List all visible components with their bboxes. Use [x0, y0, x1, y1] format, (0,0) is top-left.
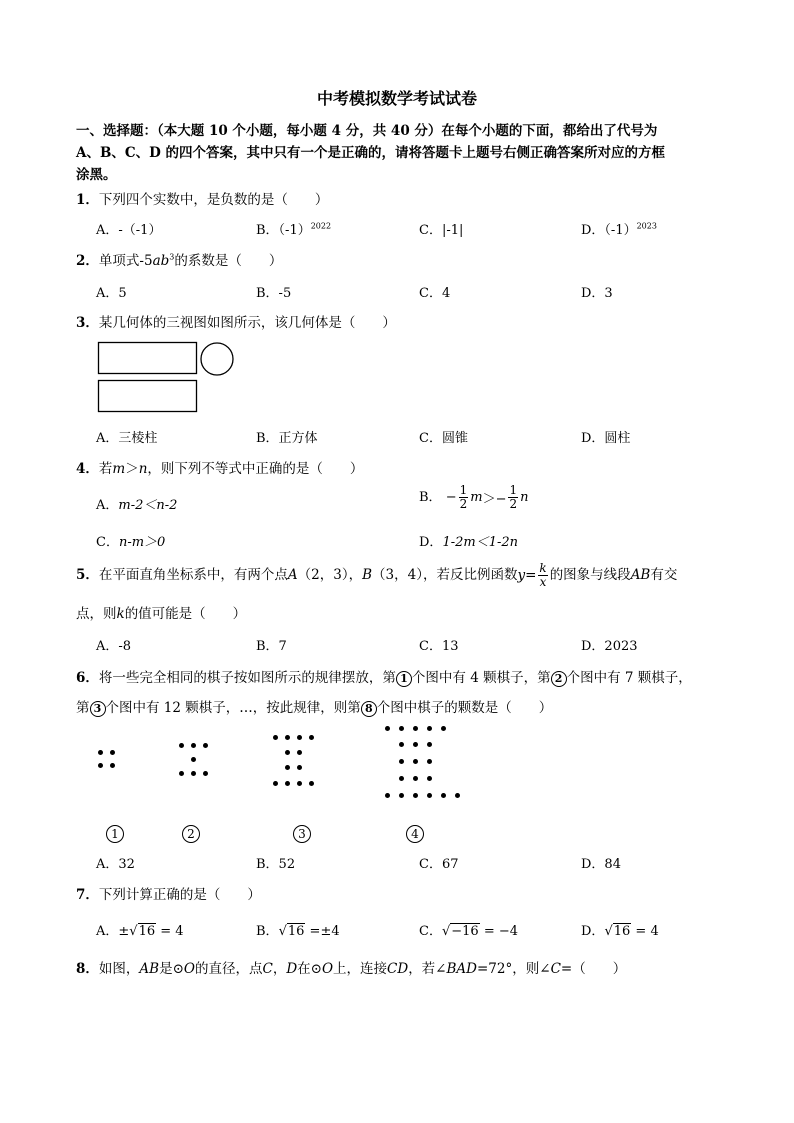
q3-option-b[interactable]: B．正方体 — [256, 431, 318, 446]
chess-piece — [285, 781, 290, 786]
chess-piece — [427, 726, 432, 731]
question-1 — [76, 188, 328, 208]
question-number: 4． — [76, 461, 99, 477]
chess-piece — [191, 743, 196, 748]
question-text: 个图中有 7 颗棋子， — [566, 670, 692, 686]
chess-piece — [191, 757, 196, 762]
point: C — [262, 961, 273, 977]
question-number: 2． — [76, 253, 99, 269]
chess-piece — [98, 750, 103, 755]
question-4 — [76, 457, 363, 477]
sqrt-expr: √16 — [278, 924, 305, 939]
question-number: 8． — [76, 961, 99, 977]
segment: CD — [387, 961, 409, 977]
chess-piece — [110, 750, 115, 755]
q6-option-a[interactable]: A．32 — [96, 857, 135, 872]
option-label: B． — [256, 924, 279, 939]
chess-piece — [399, 759, 404, 764]
figure-label-1: 1 — [106, 825, 124, 843]
question-text: ， — [272, 961, 287, 977]
chess-piece — [399, 776, 404, 781]
chess-piece — [285, 735, 290, 740]
exponent: 3 — [169, 252, 175, 262]
question-text: 点，则 — [76, 606, 117, 622]
sqrt-expr: √−16 — [441, 924, 479, 939]
exponent: 2023 — [636, 221, 657, 231]
option-rhs: =±4 — [309, 924, 340, 939]
q6-option-d[interactable]: D．84 — [581, 857, 621, 872]
fraction — [508, 484, 518, 511]
question-text: 在平面直角坐标系中，有两个点 — [98, 567, 288, 583]
chess-piece — [427, 759, 432, 764]
chess-piece — [273, 735, 278, 740]
variable: ab — [152, 253, 170, 269]
q2-option-c[interactable]: C．4 — [419, 286, 451, 301]
question-text: 在⊙ — [297, 961, 322, 977]
front-view-rect — [99, 343, 197, 374]
sqrt-expr: √16 — [604, 924, 631, 939]
question-text: 的直径，点 — [194, 961, 263, 977]
option-rhs: = 4 — [635, 924, 659, 939]
angle: C — [550, 961, 561, 977]
question-text: 有交 — [650, 567, 678, 583]
q2-option-a[interactable]: A．5 — [96, 286, 127, 301]
question-text: 个图中棋子的颗数是（ ） — [376, 700, 553, 716]
chess-piece — [309, 735, 314, 740]
question-text: 某几何体的三视图如图所示，该几何体是（ ） — [98, 315, 396, 331]
chess-piece — [427, 793, 432, 798]
chess-piece — [191, 771, 196, 776]
question-text: =72°，则∠ — [477, 961, 551, 977]
denominator: 2 — [509, 497, 518, 511]
three-view-figure — [96, 340, 238, 416]
question-number: 1． — [76, 192, 99, 208]
circled-number: 3 — [90, 701, 106, 717]
circled-number: 8 — [361, 701, 377, 717]
radicand: 16 — [287, 924, 305, 939]
chess-piece — [297, 735, 302, 740]
chess-piece — [285, 765, 290, 770]
question-text: =（ ） — [560, 961, 627, 977]
q4-option-d[interactable] — [419, 531, 518, 550]
option-rhs: = 4 — [160, 924, 184, 939]
point-b: B — [362, 567, 373, 583]
side-view-circle — [201, 343, 233, 375]
question-text: 个图中有 4 颗棋子，第 — [411, 670, 551, 686]
option-label: A．± — [96, 924, 130, 939]
chess-piece — [297, 781, 302, 786]
chess-piece — [297, 765, 302, 770]
question-number: 7． — [76, 887, 99, 903]
q7-option-a[interactable] — [96, 920, 184, 939]
q4-option-b[interactable]: B． − $\frac{1}{2}$ m＞− $\frac{1}{2}$ n — [419, 483, 529, 511]
section-heading-line2: A、B、C、D 的四个答案，其中只有一个是正确的，请将答题卡上题号右侧正确答案所对应的方框 — [76, 145, 666, 161]
chess-piece — [413, 776, 418, 781]
option-label: A． — [96, 498, 119, 513]
option-label: D． — [581, 924, 605, 939]
question-text: 是⊙ — [159, 961, 184, 977]
chess-piece — [441, 793, 446, 798]
q1-option-d[interactable] — [581, 219, 657, 238]
chess-piece — [399, 726, 404, 731]
question-text: 若 — [98, 461, 113, 477]
q6-option-c[interactable]: C．67 — [419, 857, 459, 872]
question-text: 下列四个实数中，是负数的是（ ） — [98, 192, 329, 208]
question-text: 如图， — [98, 961, 140, 977]
circled-number: 2 — [551, 671, 567, 687]
q2-option-b[interactable]: B．-5 — [256, 286, 292, 301]
chess-piece — [413, 742, 418, 747]
q5-option-b[interactable]: B．7 — [256, 639, 287, 654]
question-text: ，若∠ — [408, 961, 447, 977]
fraction — [459, 484, 469, 511]
chess-piece — [413, 759, 418, 764]
exponent: 2022 — [310, 221, 332, 231]
variable: k — [116, 606, 125, 622]
chess-piece — [179, 743, 184, 748]
angle: BAD — [446, 961, 477, 977]
point: O — [321, 961, 334, 977]
question-number: 3． — [76, 315, 99, 331]
radicand: −16 — [451, 924, 479, 939]
chess-piece — [273, 781, 278, 786]
section-heading-line1: 一、选择题：（本大题 10 个小题，每小题 4 分，共 40 分）在每个小题的下面，都给出了代号为 — [76, 123, 658, 139]
variable: n — [138, 461, 148, 477]
option-label: D． — [419, 535, 443, 550]
question-5-line1 — [76, 562, 677, 589]
page-title: 中考模拟数学考试试卷 — [316, 89, 477, 108]
q7-option-b[interactable] — [256, 920, 340, 939]
q5-option-d[interactable]: D．2023 — [581, 639, 638, 654]
option-label: C． — [419, 924, 442, 939]
chess-piece — [203, 743, 208, 748]
denominator: x — [539, 575, 547, 589]
chess-piece — [413, 726, 418, 731]
fraction — [538, 562, 547, 589]
segment: AB — [139, 961, 160, 977]
q1-option-a[interactable]: A．-（-1） — [96, 223, 162, 238]
question-5-line2 — [76, 602, 246, 622]
figure-label-2: 2 — [182, 825, 200, 843]
chess-piece — [427, 742, 432, 747]
question-text: ，则下列不等式中正确的是（ ） — [147, 461, 364, 477]
question-2 — [76, 249, 282, 269]
option-rhs: = −4 — [483, 924, 519, 939]
variable: y — [517, 567, 526, 584]
question-7 — [76, 883, 261, 903]
question-text: 的图象与线段 — [549, 567, 631, 583]
numerator: k — [539, 561, 547, 575]
point-a: A — [287, 567, 298, 583]
q1-option-c[interactable]: C．|-1| — [419, 223, 464, 238]
question-number: 5． — [76, 567, 99, 583]
chess-piece — [455, 793, 460, 798]
question-number: 6． — [76, 670, 99, 686]
question-8 — [76, 957, 626, 977]
chess-piece — [110, 763, 115, 768]
question-3 — [76, 311, 396, 331]
option-expr: 1-2m＜1-2n — [442, 535, 519, 550]
chess-pattern-figure — [90, 722, 470, 852]
option-label: B． — [419, 490, 442, 505]
question-text: 下列计算正确的是（ ） — [98, 887, 261, 903]
question-text: （3，4），若反比例函数 — [372, 567, 518, 583]
question-text: 单项式-5 — [98, 253, 153, 269]
variable: m — [112, 461, 126, 477]
question-text: 第 — [76, 700, 90, 716]
q2-option-d[interactable]: D．3 — [581, 286, 613, 301]
sqrt-expr: √16 — [129, 924, 156, 939]
symbol: = — [525, 567, 537, 584]
q7-option-d[interactable] — [581, 920, 659, 939]
q5-option-a[interactable]: A．-8 — [96, 639, 132, 654]
section-heading-line3: 涂黑。 — [76, 167, 117, 183]
question-text: 的系数是（ ） — [174, 253, 283, 269]
option-label: C． — [96, 535, 119, 550]
chess-piece — [441, 726, 446, 731]
figure-label-3: 3 — [293, 825, 311, 843]
chess-piece — [297, 750, 302, 755]
option-expr: m-2＜n-2 — [118, 498, 178, 513]
question-6-line2 — [76, 696, 552, 717]
top-view-rect — [99, 381, 197, 412]
option-text: D．（-1） — [581, 223, 637, 238]
q1-option-b[interactable] — [256, 219, 331, 238]
chess-piece — [98, 763, 103, 768]
chess-piece — [413, 793, 418, 798]
chess-piece — [427, 776, 432, 781]
q6-option-b[interactable]: B．52 — [256, 857, 296, 872]
option-expr: n-m＞0 — [118, 535, 166, 550]
question-text: 上，连接 — [333, 961, 388, 977]
q4-option-c[interactable] — [96, 531, 165, 550]
question-text: 的值可能是（ ） — [124, 606, 247, 622]
chess-piece — [385, 793, 390, 798]
chess-piece — [399, 742, 404, 747]
symbol: ＞ — [125, 461, 139, 477]
option-text: B．（-1） — [256, 223, 311, 238]
q3-option-c[interactable]: C．圆锥 — [419, 431, 468, 446]
chess-piece — [399, 793, 404, 798]
point: O — [183, 961, 195, 977]
chess-piece — [285, 750, 290, 755]
chess-piece — [385, 726, 390, 731]
denominator: 2 — [459, 497, 468, 511]
question-6-line1 — [76, 666, 692, 687]
point: D — [286, 961, 298, 977]
q4-option-a[interactable] — [96, 494, 177, 513]
circled-number: 1 — [396, 671, 412, 687]
chess-piece — [203, 771, 208, 776]
figure-label-4: 4 — [406, 825, 424, 843]
question-text: （2，3）， — [297, 567, 363, 583]
radicand: 16 — [613, 924, 631, 939]
q3-option-a[interactable]: A．三棱柱 — [96, 431, 158, 446]
q7-option-c[interactable] — [419, 920, 518, 939]
q5-option-c[interactable]: C．13 — [419, 639, 459, 654]
q3-option-d[interactable]: D．圆柱 — [581, 431, 631, 446]
segment-ab: AB — [630, 567, 651, 583]
chess-piece — [309, 781, 314, 786]
question-text: 将一些完全相同的棋子按如图所示的规律摆放，第 — [98, 670, 396, 686]
numerator: 1 — [459, 483, 468, 497]
chess-piece — [179, 771, 184, 776]
numerator: 1 — [509, 483, 518, 497]
radicand: 16 — [138, 924, 156, 939]
question-text: 个图中有 12 颗棋子，…，按此规律，则第 — [105, 700, 361, 716]
